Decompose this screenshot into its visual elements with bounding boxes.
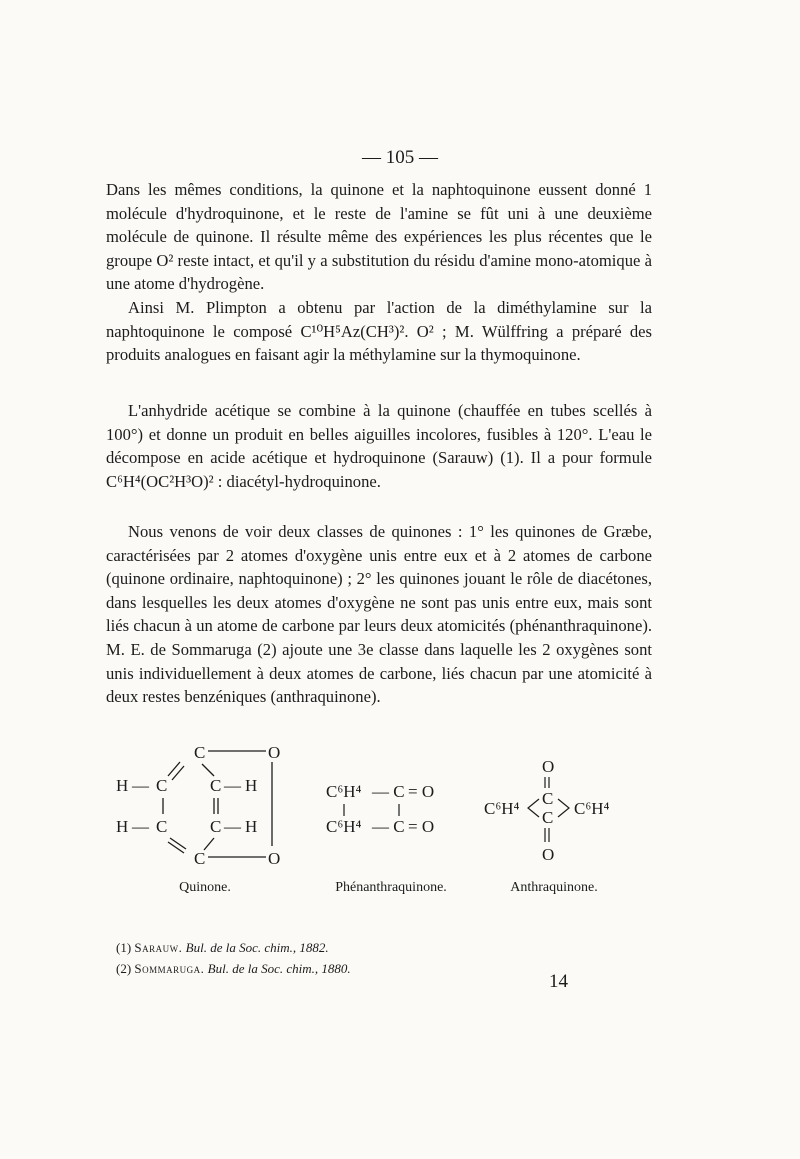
paragraph-1 <box>106 178 652 296</box>
paragraph-3-text: L'anhydride acétique se combine à la quinone (chauffée en tubes scellés à 100°) et donne un produit en belles aiguilles incolores, fusibles à 120°. L'eau le décompose en acide acétique et hydroquinone (Sarauw) (1). Il a pour formule C⁶H⁴(OC²H³O)² : diacétyl-hydroquinone. <box>106 401 652 491</box>
anthraquinone-bond-right <box>558 799 569 817</box>
anthraquinone-c-top: C <box>542 789 554 808</box>
paragraph-4 <box>106 520 652 709</box>
paragraph-4-text: Nous venons de voir deux classes de quinones : 1° les quinones de Græbe, caractérisées par 2 atomes d'oxygène unis entre eux et à 2 atomes de carbone (quinone ordinaire, naphtoquinone) ; 2° les quinones jouant le rôle de diacétones, dans lesquelles les deux atomes d'oxygène ne sont pas unis entre eux, mais sont liés chacun à un atome de carbone par leurs deux atomicités (phénanthraquinone). M. E. de Sommaruga (2) ajoute une 3e classe dans laquelle les 2 oxygènes sont unis individuellement à deux atomes de carbone, liés chacun par une atomicité à deux restes benzéniques (anthraquinone). <box>106 522 652 707</box>
anthraquinone-c6h4-left: C⁶H⁴ <box>484 799 520 818</box>
phenanthraquinone-c6h4-2: C⁶H⁴ <box>326 817 362 836</box>
phenanthraquinone-eq-2: = O <box>408 817 435 836</box>
phenanthraquinone-c-2: — C <box>372 817 405 836</box>
phenanthraquinone-structure <box>326 772 466 842</box>
caption-quinone: Quinone. <box>179 880 231 895</box>
quinone-o-bottom: O <box>268 849 281 868</box>
phenanthraquinone-eq-1: = O <box>408 782 435 801</box>
footnote-2-ref: Bul. de la Soc. chim., 1880. <box>207 961 351 976</box>
anthraquinone-c-bottom: C <box>542 808 554 827</box>
quinone-bond-2 <box>202 764 214 776</box>
anthraquinone-structure <box>484 750 624 870</box>
footnotes <box>116 937 351 979</box>
anthraquinone-o-bottom: O <box>542 845 555 864</box>
page-number: — 105 — <box>362 147 438 168</box>
phenanthraquinone-c6h4-1: C⁶H⁴ <box>326 782 362 801</box>
quinone-h-left-1: H <box>116 776 129 795</box>
quinone-double-3a <box>170 838 186 849</box>
quinone-h-left-2: H <box>116 817 129 836</box>
quinone-double-1b <box>172 766 184 780</box>
quinone-o-top: O <box>268 743 281 762</box>
caption-phenanthraquinone: Phénanthraquinone. <box>335 880 447 895</box>
quinone-dash-1: — <box>132 776 149 795</box>
quinone-h-right-2: H <box>245 817 258 836</box>
quinone-c-top: C <box>194 743 206 762</box>
quinone-bond-4 <box>204 838 214 850</box>
footnote-1-mark: (1) <box>116 940 132 955</box>
footnote-2-mark: (2) <box>116 961 132 976</box>
quinone-double-1a <box>168 762 180 776</box>
anthraquinone-c6h4-right: C⁶H⁴ <box>574 799 610 818</box>
footnote-1-author: Sarauw. <box>134 940 183 955</box>
quinone-c-right-2: C <box>210 817 222 836</box>
anthraquinone-o-top: O <box>542 757 555 776</box>
quinone-structure <box>110 738 300 868</box>
quinone-double-3b <box>168 842 184 853</box>
paragraph-2-text: Ainsi M. Plimpton a obtenu par l'action de la diméthylamine sur la naphtoquinone le composé C¹⁰H⁵Az(CH³)². O² ; M. Wülffring a préparé des produits analogues en faisant agir la méthylamine sur la thymoquinone. <box>106 298 652 365</box>
caption-anthraquinone: Anthraquinone. <box>510 880 598 895</box>
quinone-c-left-1: C <box>156 776 168 795</box>
quinone-dash-2: — <box>224 776 241 795</box>
footnote-2-author: Sommaruga. <box>134 961 205 976</box>
quinone-h-right-1: H <box>245 776 258 795</box>
anthraquinone-bond-left <box>528 799 539 817</box>
paragraph-3 <box>106 399 652 493</box>
quinone-c-bottom: C <box>194 849 206 868</box>
footnote-2 <box>116 958 351 979</box>
signature-mark: 14 <box>549 971 568 992</box>
quinone-c-right-1: C <box>210 776 222 795</box>
quinone-dash-3: — <box>132 817 149 836</box>
quinone-c-left-2: C <box>156 817 168 836</box>
phenanthraquinone-c-1: — C <box>372 782 405 801</box>
footnote-1 <box>116 937 351 958</box>
paragraph-2 <box>106 296 652 367</box>
paragraph-1-text: Dans les mêmes conditions, la quinone et la naphtoquinone eussent donné 1 molécule d'hydroquinone, et le reste de l'amine se fût uni à une deuxième molécule de quinone. Il résulte même des expériences les plus récentes que le groupe O² reste intact, et qu'il y a substitution du résidu d'amine mono-atomique à une atome d'hydrogène. <box>106 180 652 294</box>
footnote-1-ref: Bul. de la Soc. chim., 1882. <box>185 940 329 955</box>
quinone-dash-4: — <box>224 817 241 836</box>
